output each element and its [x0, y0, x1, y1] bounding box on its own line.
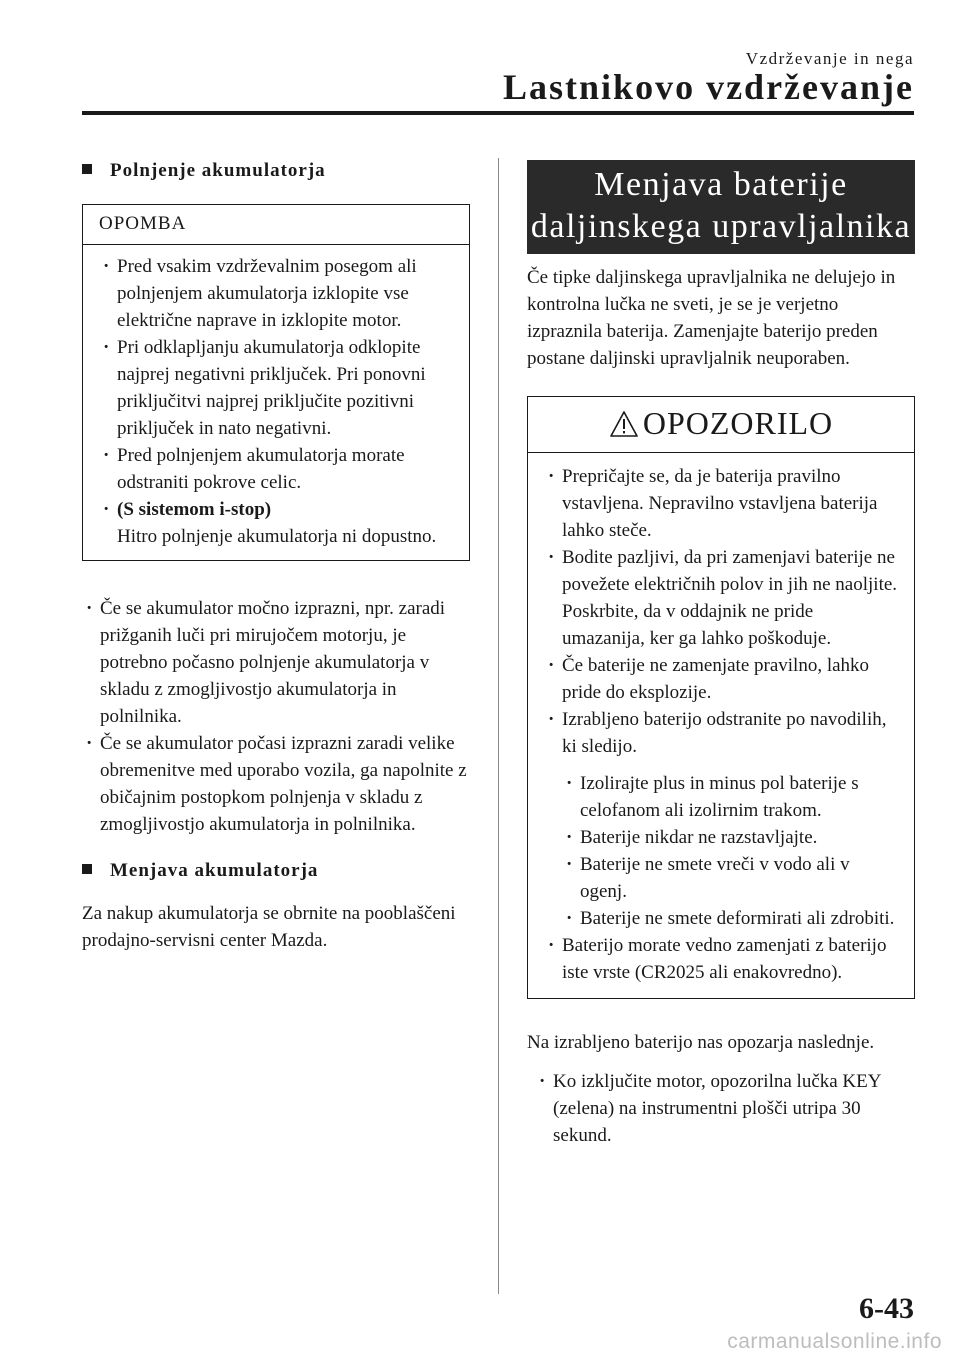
note-istop-text: Hitro polnjenje akumulatorja ni dopustno. — [117, 526, 437, 547]
warning-subitem: · Baterije ne smete vreči v vodo ali v ogenj. — [562, 851, 900, 905]
warning-title-text: OPOZORILO — [642, 405, 834, 441]
charging-bullets — [82, 595, 470, 838]
warning-title — [528, 397, 914, 453]
warning-subitem: · Baterije ne smete deformirati ali zdrobiti. — [562, 905, 900, 932]
replacement-heading-text: Menjava akumulatorja — [110, 860, 319, 881]
header-rule — [82, 111, 914, 115]
list-item: · Če se akumulator počasi izprazni zaradi velike obremenitve med uporabo vozila, ga napolnite z običajnim postopkom polnjenja v skladu z zmogljivostjo akumulatorja in polnilnika. — [82, 730, 470, 838]
remote-battery-title-block — [527, 160, 915, 254]
note-item: · Pred polnjenjem akumulatorja morate odstraniti pokrove celic. — [99, 442, 455, 496]
right-column — [527, 160, 915, 1149]
page-number: 6-43 — [859, 1292, 914, 1325]
left-column — [82, 160, 470, 954]
title-line-1: Menjava baterije — [594, 166, 848, 203]
title-line-2: daljinskega upravljalnika — [530, 208, 912, 245]
after-bullets — [535, 1068, 915, 1149]
note-item: · Pri odklapljanju akumulatorja odklopite najprej negativni priključek. Pri ponovni priključitvi najprej priključite pozitivni priključek in nato negativni. — [99, 334, 455, 442]
note-body — [83, 245, 469, 560]
warning-item: · Prepričajte se, da je baterija pravilno vstavljena. Nepravilno vstavljena baterija lahko steče. — [544, 463, 900, 544]
list-item: · Ko izključite motor, opozorilna lučka KEY (zelena) na instrumentni plošči utripa 30 sekund. — [535, 1068, 915, 1149]
square-bullet-icon — [82, 164, 92, 174]
warning-list-end — [544, 932, 900, 986]
replacement-heading — [82, 860, 470, 882]
warning-item: · Če baterije ne zamenjate pravilno, lahko pride do eksplozije. — [544, 652, 900, 706]
watermark: carmanualsonline.info — [727, 1330, 942, 1353]
warning-item: · Bodite pazljivi, da pri zamenjavi baterije ne povežete električnih polov in jih ne naoljite. Poskrbite, da v oddajnik ne pride umazanija, ker ga lahko poškoduje. — [544, 544, 900, 652]
after-text: Na izrabljeno baterijo nas opozarja naslednje. — [527, 1032, 875, 1053]
note-item: · Pred vsakim vzdrževalnim posegom ali polnjenjem akumulatorja izklopite vse električne naprave in izklopite motor. — [99, 253, 455, 334]
note-istop-label: (S sistemom i-stop) — [117, 499, 272, 520]
running-header-section: Vzdrževanje in nega — [745, 49, 914, 68]
warning-list — [544, 463, 900, 760]
charging-heading — [82, 160, 470, 182]
warning-body — [528, 453, 914, 998]
note-list — [99, 253, 455, 550]
running-header-chapter: Lastnikovo vzdrževanje — [503, 67, 914, 107]
note-item-istop — [99, 496, 455, 550]
warning-sublist — [562, 770, 900, 932]
remote-intro-text: Če tipke daljinskega upravljalnika ne delujejo in kontrolna lučka ne sveti, je se je verjetno izpraznila baterija. Zamenjajte baterijo preden postane daljinski upravljalnik neuporaben. — [527, 267, 896, 369]
warning-triangle-icon — [609, 410, 639, 438]
warning-item: · Izrabljeno baterijo odstranite po navodilih, ki sledijo. — [544, 706, 900, 760]
replacement-text: Za nakup akumulatorja se obrnite na pooblaščeni prodajno-servisni center Mazda. — [82, 903, 456, 951]
charging-heading-text: Polnjenje akumulatorja — [110, 160, 326, 181]
warning-subitem: · Baterije nikdar ne razstavljajte. — [562, 824, 900, 851]
note-box — [82, 204, 470, 561]
warning-item: · Baterijo morate vedno zamenjati z baterijo iste vrste (CR2025 ali enakovredno). — [544, 932, 900, 986]
warning-subitem: · Izolirajte plus in minus pol baterije s celofanom ali izolirnim trakom. — [562, 770, 900, 824]
square-bullet-icon — [82, 864, 92, 874]
note-title: OPOMBA — [83, 205, 469, 245]
warning-box — [527, 396, 915, 999]
column-divider — [498, 158, 499, 1294]
list-item: · Če se akumulator močno izprazni, npr. zaradi prižganih luči pri mirujočem motorju, je potrebno počasno polnjenje akumulatorja v skladu z zmogljivostjo akumulatorja in polnilnika. — [82, 595, 470, 730]
